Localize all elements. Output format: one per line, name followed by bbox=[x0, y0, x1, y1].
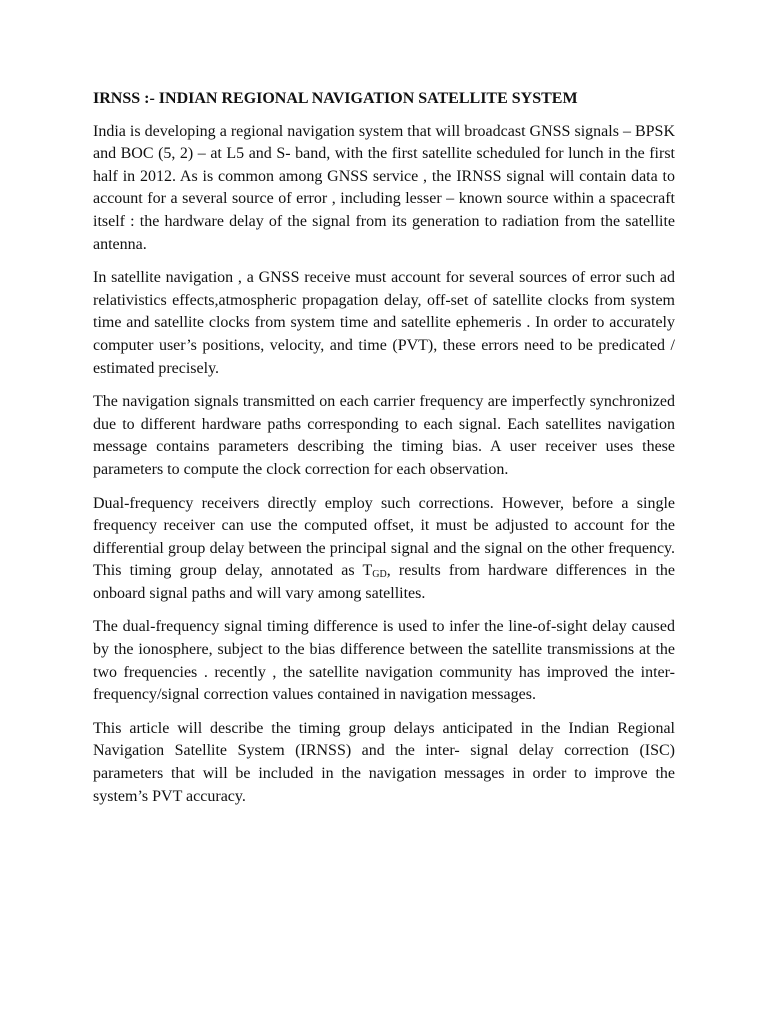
paragraph-error-sources: In satellite navigation , a GNSS receive must account for several sources of error such ad relativistics effects,atmospheric propagation delay, off-set of satellite clocks from system time and satellite clocks from system time and satellite ephemeris . In order to accurately computer user’s positions, velocity, and time (PVT), these errors need to be predicated / estimated precisely. bbox=[93, 269, 675, 377]
paragraph-group-delay bbox=[93, 493, 675, 606]
paragraph-ionosphere: The dual-frequency signal timing difference is used to infer the line-of-sight delay caused by the ionosphere, subject to the bias difference between the satellite transmissions at the two frequencies . recently , the satellite navigation community has improved the inter-frequency/signal correction values contained in navigation messages. bbox=[93, 618, 675, 704]
document-body bbox=[93, 88, 675, 819]
paragraph-group-delay-text-end: , results from hardware differences in the onboard signal paths and will vary among satellites. bbox=[93, 562, 676, 602]
document-title: IRNSS :- INDIAN REGIONAL NAVIGATION SATELLITE SYSTEM bbox=[93, 90, 578, 107]
paragraph-group-delay-text-start: Dual-frequency receivers directly employ such corrections. However, before a single frequency receiver can use the computed offset, it must be adjusted to account for the differential group delay between the principal signal and the signal on the other frequency. This timing group delay, annotated as T bbox=[93, 494, 675, 580]
paragraph-article-scope: This article will describe the timing group delays anticipated in the Indian Regional Navigation Satellite System (IRNSS) and the inter- signal delay correction (ISC) parameters that will be included in the navigation messages in order to improve the system’s PVT accuracy. bbox=[93, 719, 675, 805]
paragraph-intro: India is developing a regional navigation system that will broadcast GNSS signals – BPSK and BOC (5, 2) – at L5 and S- band, with the first satellite scheduled for lunch in the first half in 2012. As is common among GNSS service , the IRNSS signal will contain data to account for a several source of error , including lesser – known source within a spacecraft itself : the hardware delay of the signal from its generation to radiation from the satellite antenna. bbox=[93, 122, 675, 253]
paragraph-timing-bias: The navigation signals transmitted on each carrier frequency are imperfectly synchronized due to different hardware paths corresponding to each signal. Each satellites navigation message contains parameters describing the timing bias. A user receiver uses these parameters to compute the clock correction for each observation. bbox=[93, 393, 675, 478]
tgd-subscript: GD bbox=[372, 569, 387, 581]
